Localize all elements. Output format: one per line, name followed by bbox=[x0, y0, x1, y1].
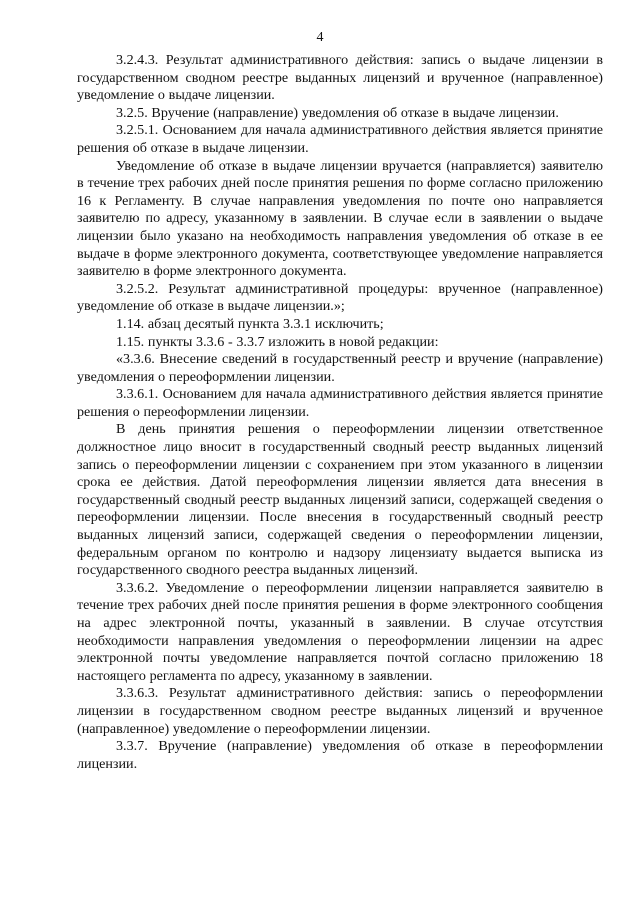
paragraph-refusal-notice: Уведомление об отказе в выдаче лицензии вручается (направляется) заявителю в течение трех рабочих дней после принятия решения по форме согласно приложению 16 к Регламенту. В случае направления уведомления по почте оно направляется заявителю по адресу, указанному в заявлении. В случае если в заявлении о выдаче лицензии было указано на необходимость направления уведомления об отказе в ее выдаче в форме электронного документа, соответствующее уведомление направляется заявителю в форме электронного документа. bbox=[77, 157, 603, 280]
paragraph-1-15: 1.15. пункты 3.3.6 - 3.3.7 изложить в новой редакции: bbox=[116, 333, 439, 350]
paragraph-reissue-day: В день принятия решения о переоформлении лицензии ответственное должностное лицо вносит в государственный сводный реестр выданных лицензий запись о переоформлении лицензии с сохранением при этом указанного в лицензии срока ее действия. Датой переоформления лицензии является дата внесения в государственный сводный реестр выданных лицензий записи, содержащей сведения о переоформлении лицензии. После внесения в государственный сводный реестр выданных лицензий записи, содержащей сведения о переоформлении лицензии, федеральным органом по контролю и надзору лицензиату выдается выписка из государственного сводного реестра выданных лицензий. bbox=[77, 421, 603, 579]
paragraph-3-3-6-2: 3.3.6.2. Уведомление о переоформлении лицензии направляется заявителю в течение трех рабочих дней после принятия решения в форме электронного сообщения на адрес электронной почты, указанный в заявлении. В случае отсутствия необходимости направления уведомления о переоформлении лицензии на адрес электронной почты уведомление направляется почтой согласно приложению 18 настоящего регламента по адресу, указанному в заявлении. bbox=[77, 579, 603, 684]
paragraph-3-3-6-3: 3.3.6.3. Результат административного действия: запись о переоформлении лицензии в государственном сводном реестре выданных лицензий и врученное (направленное) уведомление о переоформлении лицензии. bbox=[77, 685, 603, 737]
paragraph-3-2-5-1: 3.2.5.1. Основанием для начала административного действия является принятие решения об отказе в выдаче лицензии. bbox=[77, 122, 603, 156]
paragraph-3-2-4-3: 3.2.4.3. Результат административного действия: запись о выдаче лицензии в государственном сводном реестре выданных лицензий и врученное (направленное) уведомление о выдаче лицензии. bbox=[77, 52, 603, 104]
paragraph-3-3-7: 3.3.7. Вручение (направление) уведомления об отказе в переоформлении лицензии. bbox=[77, 738, 603, 772]
paragraph-3-3-6: «3.3.6. Внесение сведений в государственный реестр и вручение (направление) уведомления о переоформлении лицензии. bbox=[77, 351, 603, 385]
paragraph-3-3-6-1: 3.3.6.1. Основанием для начала административного действия является принятие решения о переоформлении лицензии. bbox=[77, 386, 603, 420]
document-body bbox=[77, 52, 603, 773]
paragraph-1-14: 1.14. абзац десятый пункта 3.3.1 исключить; bbox=[116, 315, 384, 332]
paragraph-3-2-5: 3.2.5. Вручение (направление) уведомления об отказе в выдаче лицензии. bbox=[116, 104, 559, 121]
paragraph-3-2-5-2: 3.2.5.2. Результат административной процедуры: врученное (направленное) уведомление об отказе в выдаче лицензии.»; bbox=[77, 280, 603, 315]
page-number: 4 bbox=[316, 30, 324, 45]
